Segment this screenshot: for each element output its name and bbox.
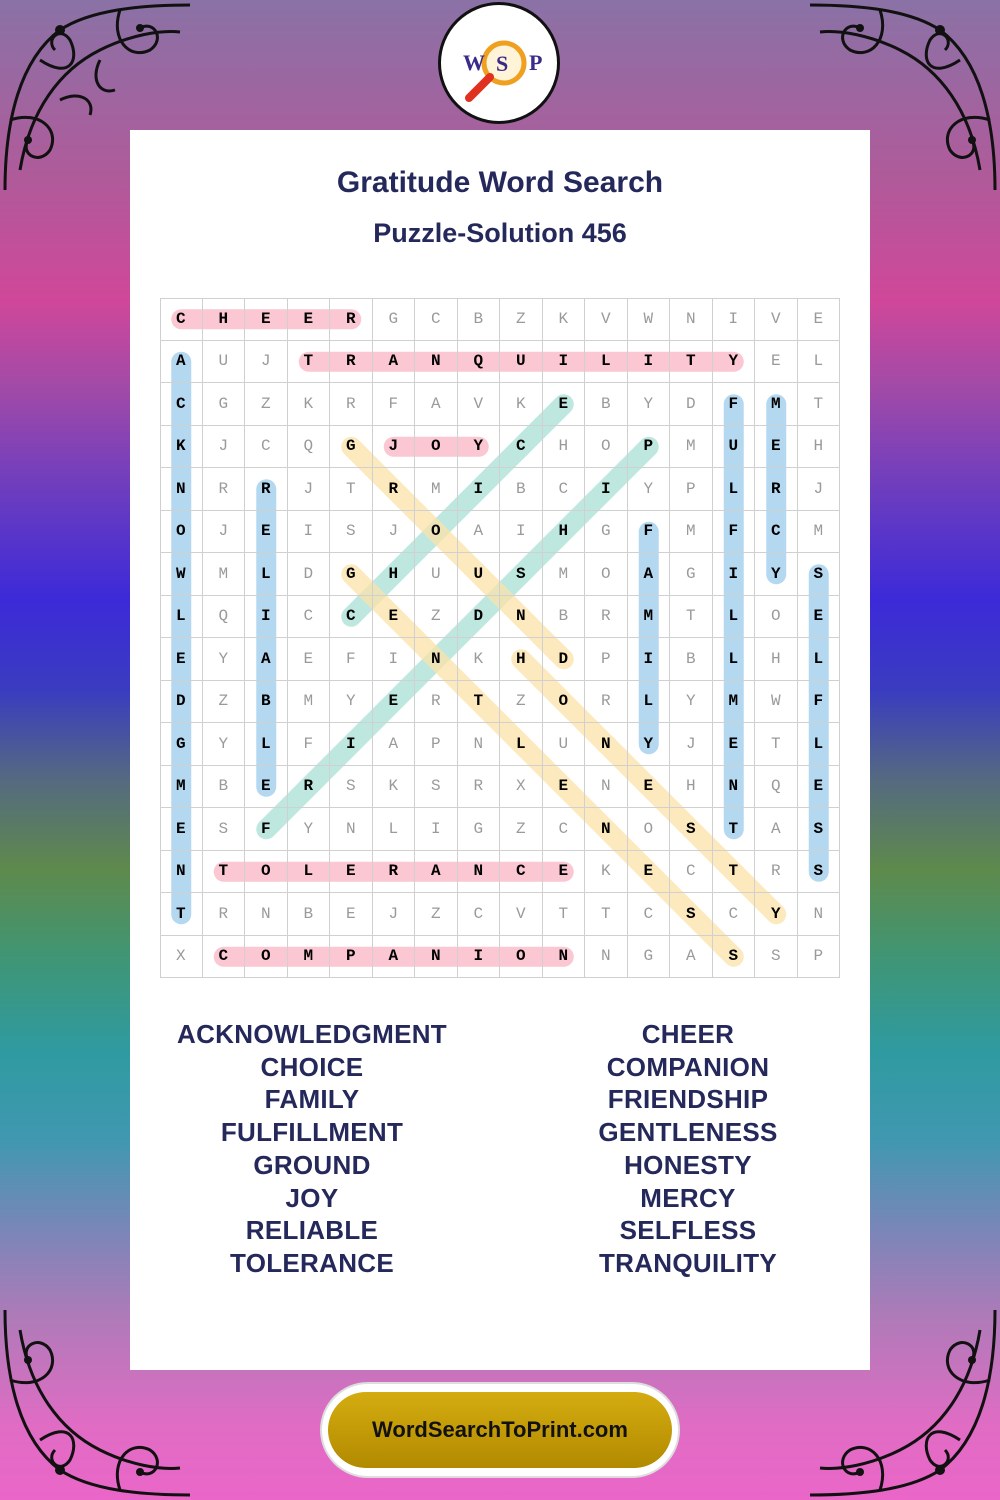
grid-cell[interactable]: M: [798, 511, 841, 554]
grid-cell[interactable]: T: [288, 341, 331, 384]
grid-cell[interactable]: N: [585, 766, 628, 809]
grid-cell[interactable]: M: [288, 681, 331, 724]
grid-cell[interactable]: E: [160, 638, 203, 681]
word-list-item: JOY: [285, 1182, 339, 1213]
grid-cell[interactable]: M: [543, 553, 586, 596]
grid-cell[interactable]: R: [458, 766, 501, 809]
grid-cell[interactable]: R: [755, 468, 798, 511]
grid-cell[interactable]: Z: [500, 298, 543, 341]
grid-cell[interactable]: C: [245, 426, 288, 469]
grid-cell[interactable]: J: [670, 723, 713, 766]
grid-cell[interactable]: I: [330, 723, 373, 766]
grid-cell[interactable]: G: [585, 511, 628, 554]
grid-cell[interactable]: I: [713, 553, 756, 596]
word-list-item: HONESTY: [624, 1149, 752, 1180]
grid-cell[interactable]: S: [670, 808, 713, 851]
grid-cell[interactable]: I: [245, 596, 288, 639]
grid-cell[interactable]: A: [755, 808, 798, 851]
grid-cell[interactable]: F: [713, 511, 756, 554]
word-list-item: GROUND: [253, 1149, 371, 1180]
grid-cell[interactable]: S: [330, 511, 373, 554]
grid-cell[interactable]: N: [458, 723, 501, 766]
grid-cell[interactable]: K: [458, 638, 501, 681]
grid-cell[interactable]: O: [628, 808, 671, 851]
grid-cell[interactable]: R: [373, 851, 416, 894]
grid-cell[interactable]: J: [798, 468, 841, 511]
grid-cell[interactable]: S: [755, 936, 798, 979]
grid-cell[interactable]: G: [670, 553, 713, 596]
grid-cell[interactable]: Q: [203, 596, 246, 639]
grid-cell[interactable]: P: [798, 936, 841, 979]
grid-cell[interactable]: M: [203, 553, 246, 596]
grid-cell[interactable]: O: [585, 553, 628, 596]
grid-cell[interactable]: C: [500, 426, 543, 469]
grid-cell[interactable]: Z: [245, 383, 288, 426]
grid-cell[interactable]: P: [585, 638, 628, 681]
grid-cell[interactable]: S: [798, 851, 841, 894]
grid-cell[interactable]: A: [373, 936, 416, 979]
grid-cell[interactable]: G: [373, 298, 416, 341]
grid-cell[interactable]: F: [373, 383, 416, 426]
grid-cell[interactable]: N: [500, 596, 543, 639]
grid-cell[interactable]: L: [245, 723, 288, 766]
grid-cell[interactable]: Z: [415, 893, 458, 936]
logo-letter-s: S: [496, 51, 509, 76]
grid-cell[interactable]: E: [373, 681, 416, 724]
grid-cell[interactable]: J: [373, 893, 416, 936]
grid-cell[interactable]: T: [203, 851, 246, 894]
grid-cell[interactable]: O: [160, 511, 203, 554]
grid-cell[interactable]: D: [288, 553, 331, 596]
grid-cell[interactable]: X: [500, 766, 543, 809]
grid-cell[interactable]: T: [670, 596, 713, 639]
grid-cell[interactable]: Y: [628, 383, 671, 426]
grid-cell[interactable]: T: [755, 723, 798, 766]
grid-cell[interactable]: J: [288, 468, 331, 511]
grid-cell[interactable]: F: [628, 511, 671, 554]
grid-cell[interactable]: B: [458, 298, 501, 341]
grid-cell[interactable]: A: [245, 638, 288, 681]
grid-cell[interactable]: I: [543, 341, 586, 384]
grid-cell[interactable]: C: [288, 596, 331, 639]
grid-cell[interactable]: N: [670, 298, 713, 341]
word-list-item: CHOICE: [260, 1051, 364, 1082]
grid-cell[interactable]: A: [373, 723, 416, 766]
grid-cell[interactable]: F: [713, 383, 756, 426]
grid-cell[interactable]: C: [203, 936, 246, 979]
word-list-item: MERCY: [640, 1182, 736, 1213]
grid-cell[interactable]: N: [585, 723, 628, 766]
grid-cell[interactable]: K: [373, 766, 416, 809]
grid-cell[interactable]: E: [288, 638, 331, 681]
grid-cell[interactable]: O: [245, 851, 288, 894]
grid-cell[interactable]: R: [288, 766, 331, 809]
grid-cell[interactable]: S: [713, 936, 756, 979]
grid-cell[interactable]: I: [628, 638, 671, 681]
grid-cell[interactable]: U: [203, 341, 246, 384]
grid-cell[interactable]: S: [203, 808, 246, 851]
grid-cell[interactable]: M: [628, 596, 671, 639]
grid-cell[interactable]: N: [798, 893, 841, 936]
grid-cell[interactable]: P: [330, 936, 373, 979]
grid-cell[interactable]: Y: [755, 553, 798, 596]
grid-cell[interactable]: V: [585, 298, 628, 341]
grid-cell[interactable]: H: [670, 766, 713, 809]
grid-cell[interactable]: I: [458, 468, 501, 511]
grid-cell[interactable]: N: [415, 341, 458, 384]
grid-cell[interactable]: N: [245, 893, 288, 936]
grid-cell[interactable]: S: [670, 893, 713, 936]
grid-cell[interactable]: L: [160, 596, 203, 639]
grid-cell[interactable]: H: [755, 638, 798, 681]
grid-cell[interactable]: G: [628, 936, 671, 979]
grid-cell[interactable]: O: [585, 426, 628, 469]
grid-cell[interactable]: L: [245, 553, 288, 596]
grid-cell[interactable]: Y: [330, 681, 373, 724]
grid-cell[interactable]: E: [543, 851, 586, 894]
grid-cell[interactable]: B: [245, 681, 288, 724]
grid-cell[interactable]: A: [160, 341, 203, 384]
grid-cell[interactable]: E: [245, 298, 288, 341]
grid-cell[interactable]: B: [585, 383, 628, 426]
grid-cell[interactable]: W: [755, 681, 798, 724]
word-search-grid: [160, 298, 840, 978]
website-button[interactable]: [322, 1384, 678, 1476]
grid-cell[interactable]: R: [330, 383, 373, 426]
grid-cell[interactable]: A: [628, 553, 671, 596]
grid-cell[interactable]: I: [415, 808, 458, 851]
grid-cell[interactable]: M: [713, 681, 756, 724]
grid-cell[interactable]: E: [160, 808, 203, 851]
grid-cell[interactable]: I: [585, 468, 628, 511]
word-list-left: [127, 1018, 497, 1280]
grid-cell[interactable]: B: [500, 468, 543, 511]
grid-cell[interactable]: L: [798, 723, 841, 766]
grid-cell[interactable]: C: [458, 893, 501, 936]
grid-cell[interactable]: E: [245, 766, 288, 809]
grid-cell[interactable]: F: [288, 723, 331, 766]
grid-cell[interactable]: E: [755, 426, 798, 469]
grid-cell[interactable]: M: [415, 468, 458, 511]
word-list-item: RELIABLE: [245, 1215, 379, 1246]
grid-cell[interactable]: I: [500, 511, 543, 554]
word-list-item: COMPANION: [606, 1051, 770, 1082]
grid-cell[interactable]: N: [713, 766, 756, 809]
word-list-item: CHEER: [641, 1019, 735, 1049]
grid-cell[interactable]: G: [458, 808, 501, 851]
grid-cell[interactable]: E: [798, 766, 841, 809]
grid-cell[interactable]: T: [330, 468, 373, 511]
grid-cell[interactable]: N: [160, 468, 203, 511]
puzzle-card: [130, 130, 870, 1370]
grid-cell[interactable]: U: [415, 553, 458, 596]
grid-cell[interactable]: Y: [713, 341, 756, 384]
grid-cell[interactable]: I: [373, 638, 416, 681]
grid-cell[interactable]: I: [458, 936, 501, 979]
word-list-item: FULFILLMENT: [220, 1117, 404, 1148]
grid-cell[interactable]: I: [713, 298, 756, 341]
word-list-item: FAMILY: [264, 1084, 360, 1115]
word-list-item: TRANQUILITY: [598, 1247, 778, 1278]
grid-cell[interactable]: R: [415, 681, 458, 724]
grid-cell[interactable]: D: [160, 681, 203, 724]
grid-cell[interactable]: O: [415, 511, 458, 554]
grid-cell[interactable]: H: [543, 426, 586, 469]
grid-cell[interactable]: K: [585, 851, 628, 894]
word-list-right: [503, 1018, 873, 1280]
grid-cell[interactable]: H: [373, 553, 416, 596]
grid-cell[interactable]: T: [670, 341, 713, 384]
grid-cell[interactable]: V: [500, 893, 543, 936]
grid-cell[interactable]: R: [373, 468, 416, 511]
word-list-item: SELFLESS: [619, 1215, 757, 1246]
grid-cell[interactable]: I: [288, 511, 331, 554]
website-label: WordSearchToPrint.com: [328, 1392, 672, 1468]
grid-cell[interactable]: W: [628, 298, 671, 341]
grid-cell[interactable]: M: [670, 511, 713, 554]
grid-cell[interactable]: E: [798, 298, 841, 341]
word-list-item: TOLERANCE: [229, 1247, 394, 1278]
grid-cell[interactable]: T: [585, 893, 628, 936]
grid-cell[interactable]: B: [670, 638, 713, 681]
grid-cell[interactable]: E: [713, 723, 756, 766]
grid-cell[interactable]: S: [330, 766, 373, 809]
grid-cell[interactable]: N: [160, 851, 203, 894]
grid-cell[interactable]: N: [415, 638, 458, 681]
grid-cell[interactable]: S: [500, 553, 543, 596]
grid-cell[interactable]: C: [628, 893, 671, 936]
grid-cell[interactable]: O: [415, 426, 458, 469]
grid-cell[interactable]: B: [288, 893, 331, 936]
grid-cell[interactable]: Q: [458, 341, 501, 384]
grid-cell[interactable]: B: [203, 766, 246, 809]
grid-cell[interactable]: E: [543, 383, 586, 426]
grid-cell[interactable]: L: [373, 808, 416, 851]
grid-cell[interactable]: T: [458, 681, 501, 724]
grid-cell[interactable]: W: [160, 553, 203, 596]
grid-cell[interactable]: I: [628, 341, 671, 384]
grid-cell[interactable]: J: [203, 426, 246, 469]
grid-cell[interactable]: D: [458, 596, 501, 639]
grid-cell[interactable]: F: [245, 808, 288, 851]
grid-cell[interactable]: T: [798, 383, 841, 426]
grid-cell[interactable]: U: [543, 723, 586, 766]
grid-cell[interactable]: G: [160, 723, 203, 766]
grid-cell[interactable]: G: [330, 426, 373, 469]
grid-cell[interactable]: G: [330, 553, 373, 596]
grid-cell[interactable]: L: [798, 638, 841, 681]
grid-cell[interactable]: Z: [500, 681, 543, 724]
grid-cell[interactable]: Y: [288, 808, 331, 851]
grid-cell[interactable]: N: [330, 808, 373, 851]
grid-cell[interactable]: H: [203, 298, 246, 341]
grid-cell[interactable]: R: [585, 596, 628, 639]
grid-cell[interactable]: Q: [288, 426, 331, 469]
grid-cell[interactable]: V: [458, 383, 501, 426]
grid-cell[interactable]: A: [458, 511, 501, 554]
grid-cell[interactable]: Y: [203, 638, 246, 681]
grid-cell[interactable]: E: [330, 893, 373, 936]
grid-cell[interactable]: R: [330, 298, 373, 341]
grid-cell[interactable]: C: [160, 383, 203, 426]
grid-cell[interactable]: C: [500, 851, 543, 894]
grid-cell[interactable]: A: [670, 936, 713, 979]
grid-cell[interactable]: E: [373, 596, 416, 639]
grid-cell[interactable]: R: [585, 681, 628, 724]
grid-cell[interactable]: C: [543, 808, 586, 851]
grid-cell[interactable]: M: [755, 383, 798, 426]
grid-cell[interactable]: N: [415, 936, 458, 979]
grid-cell[interactable]: J: [373, 426, 416, 469]
grid-cell[interactable]: X: [160, 936, 203, 979]
grid-cell[interactable]: H: [500, 638, 543, 681]
grid-cell[interactable]: Y: [628, 723, 671, 766]
grid-cell[interactable]: V: [755, 298, 798, 341]
grid-cell[interactable]: O: [245, 936, 288, 979]
grid-cell[interactable]: L: [713, 468, 756, 511]
grid-cell[interactable]: Z: [500, 808, 543, 851]
grid-cell[interactable]: E: [628, 851, 671, 894]
grid-cell[interactable]: O: [543, 681, 586, 724]
grid-cell[interactable]: H: [543, 511, 586, 554]
grid-cell[interactable]: C: [160, 298, 203, 341]
grid-cell[interactable]: Y: [670, 681, 713, 724]
grid-cell[interactable]: L: [500, 723, 543, 766]
grid-cell[interactable]: P: [670, 468, 713, 511]
grid-cell[interactable]: K: [543, 298, 586, 341]
grid-cell[interactable]: G: [203, 383, 246, 426]
page-title: Gratitude Word Search: [336, 166, 664, 199]
grid-cell[interactable]: L: [798, 341, 841, 384]
logo-letter-p: P: [529, 50, 543, 75]
grid-cell[interactable]: A: [415, 383, 458, 426]
grid-cell[interactable]: T: [543, 893, 586, 936]
grid-cell[interactable]: U: [713, 426, 756, 469]
grid-cell[interactable]: J: [245, 341, 288, 384]
grid-cell[interactable]: P: [628, 426, 671, 469]
grid-cell[interactable]: D: [543, 638, 586, 681]
grid-cell[interactable]: A: [373, 341, 416, 384]
grid-cell[interactable]: C: [330, 596, 373, 639]
grid-cell[interactable]: N: [585, 936, 628, 979]
grid-cell[interactable]: E: [755, 341, 798, 384]
grid-cell[interactable]: C: [415, 298, 458, 341]
grid-cell[interactable]: T: [713, 851, 756, 894]
word-list-item: FRIENDSHIP: [607, 1084, 769, 1115]
grid-cell[interactable]: Y: [458, 426, 501, 469]
grid-cell[interactable]: O: [755, 596, 798, 639]
grid-cell[interactable]: N: [585, 808, 628, 851]
grid-cell[interactable]: F: [330, 638, 373, 681]
grid-cell[interactable]: L: [628, 681, 671, 724]
grid-cell[interactable]: R: [330, 341, 373, 384]
grid-cell[interactable]: R: [203, 468, 246, 511]
grid-cell[interactable]: Q: [755, 766, 798, 809]
grid-cell[interactable]: L: [288, 851, 331, 894]
grid-cell[interactable]: T: [713, 808, 756, 851]
grid-cell[interactable]: C: [713, 893, 756, 936]
logo-letter-w: W: [463, 50, 485, 75]
grid-cell[interactable]: F: [798, 681, 841, 724]
site-logo[interactable]: [438, 2, 560, 124]
grid-cell[interactable]: R: [245, 468, 288, 511]
grid-cell[interactable]: Z: [203, 681, 246, 724]
grid-cell[interactable]: T: [160, 893, 203, 936]
grid-cell[interactable]: Y: [755, 893, 798, 936]
grid-cell[interactable]: M: [160, 766, 203, 809]
grid-cell[interactable]: R: [203, 893, 246, 936]
grid-cell[interactable]: N: [458, 851, 501, 894]
grid-cell[interactable]: R: [755, 851, 798, 894]
grid-cell[interactable]: K: [288, 383, 331, 426]
grid-cell[interactable]: Y: [203, 723, 246, 766]
grid-cell[interactable]: K: [160, 426, 203, 469]
grid-cell[interactable]: P: [415, 723, 458, 766]
grid-cell[interactable]: E: [330, 851, 373, 894]
grid-cell[interactable]: C: [755, 511, 798, 554]
grid-cell[interactable]: E: [628, 766, 671, 809]
grid-cell[interactable]: L: [713, 596, 756, 639]
grid-cell[interactable]: M: [670, 426, 713, 469]
grid-cell[interactable]: E: [245, 511, 288, 554]
grid-cell[interactable]: C: [670, 851, 713, 894]
grid-cell[interactable]: S: [798, 553, 841, 596]
grid-cell[interactable]: D: [670, 383, 713, 426]
grid-cell[interactable]: J: [373, 511, 416, 554]
grid-cell[interactable]: J: [203, 511, 246, 554]
grid-cell[interactable]: E: [543, 766, 586, 809]
grid-cell[interactable]: O: [500, 936, 543, 979]
grid-cell[interactable]: E: [288, 298, 331, 341]
grid-cell[interactable]: U: [500, 341, 543, 384]
grid-cell[interactable]: S: [798, 808, 841, 851]
grid-cell[interactable]: U: [458, 553, 501, 596]
word-list-item: ACKNOWLEDGMENT: [177, 1019, 447, 1049]
grid-cell[interactable]: S: [415, 766, 458, 809]
grid-cell[interactable]: A: [415, 851, 458, 894]
grid-cell[interactable]: M: [288, 936, 331, 979]
page-subtitle: Puzzle-Solution 456: [373, 218, 627, 248]
grid-cell[interactable]: C: [543, 468, 586, 511]
grid-cell[interactable]: K: [500, 383, 543, 426]
grid-cell[interactable]: B: [543, 596, 586, 639]
grid-cell[interactable]: Y: [628, 468, 671, 511]
grid-cell[interactable]: Z: [415, 596, 458, 639]
grid-cell[interactable]: L: [713, 638, 756, 681]
grid-cell[interactable]: L: [585, 341, 628, 384]
word-list-item: GENTLENESS: [598, 1117, 778, 1148]
grid-cell[interactable]: N: [543, 936, 586, 979]
grid-cell[interactable]: H: [798, 426, 841, 469]
grid-cell[interactable]: E: [798, 596, 841, 639]
magnifier-icon: [441, 5, 557, 121]
